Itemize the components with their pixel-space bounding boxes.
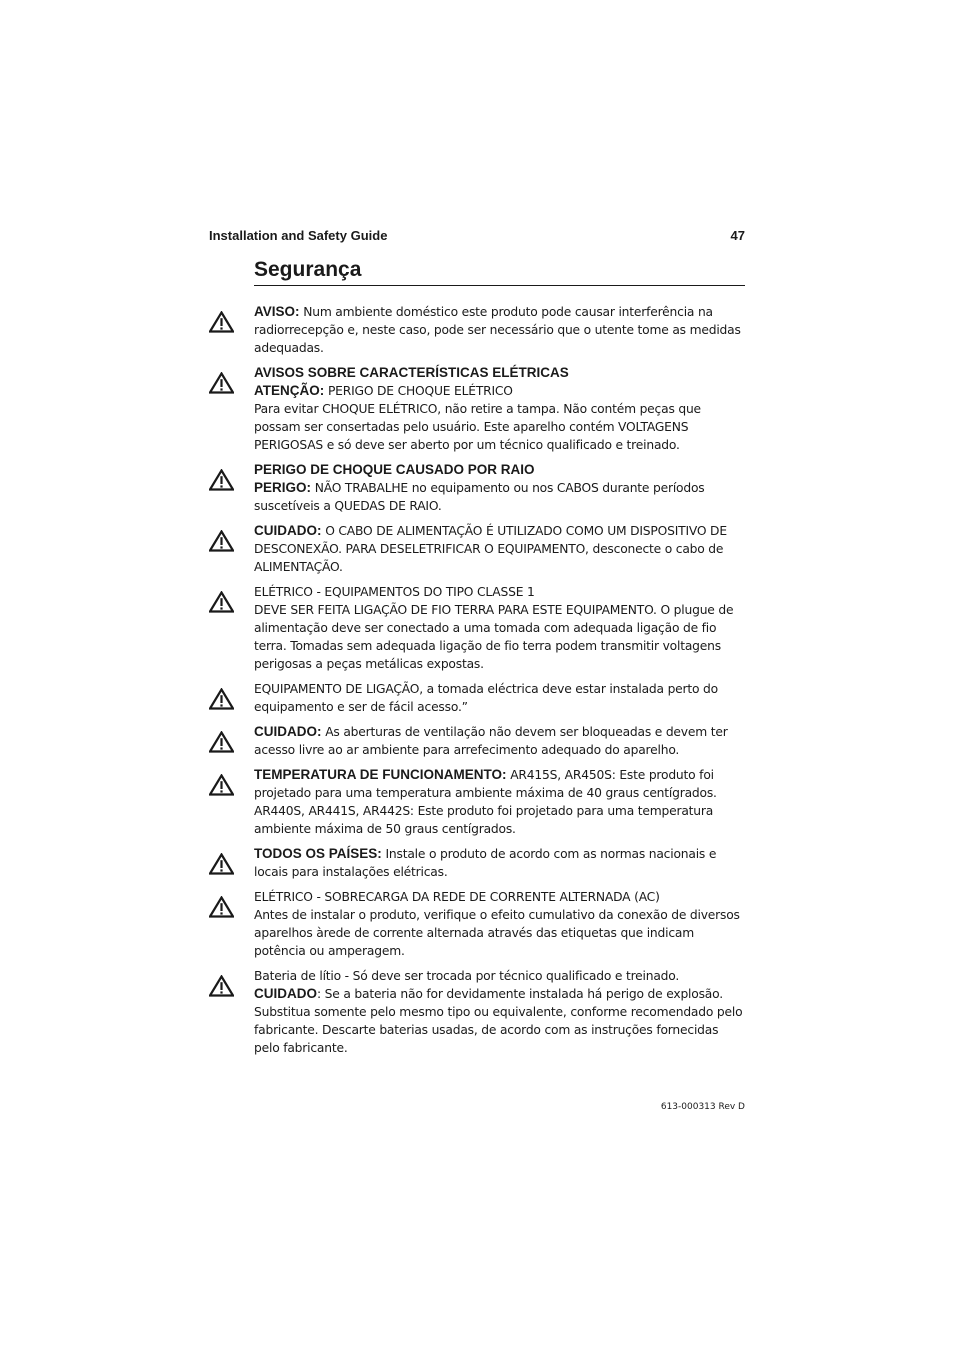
warning-text xyxy=(254,583,747,673)
warning-body: AR415S, AR450S: Este produto foi projetado para uma temperatura ambiente máxima de 40 graus centígrados. AR440S, AR441S, AR442S: Este produto foi projetado para uma temperatura ambiente máxima de 50 graus centígrados. xyxy=(254,768,717,836)
warning-entry xyxy=(0,845,954,881)
warning-text xyxy=(254,766,747,838)
warning-paragraph xyxy=(254,985,747,1057)
warning-entry xyxy=(0,888,954,960)
warning-body: PERIGO DE CHOQUE ELÉTRICO xyxy=(324,384,513,398)
warning-text xyxy=(254,845,747,881)
warning-text xyxy=(254,723,747,759)
section-title: Segurança xyxy=(254,258,745,286)
warnings-list xyxy=(0,303,954,1057)
page-number: 47 xyxy=(730,228,745,243)
warning-label: TEMPERATURA DE FUNCIONAMENTO: xyxy=(254,767,507,782)
warning-paragraph xyxy=(254,479,747,515)
warning-body: : Se a bateria não for devidamente instalada há perigo de explosão. Substitua somente pelo mesmo tipo ou equivalente, conforme recomendado pelo fabricante. Descarte baterias usadas, de acordo com as instruções fornecidas pelo fabricante. xyxy=(254,987,743,1055)
warning-triangle-icon xyxy=(209,530,234,552)
warning-body: As aberturas de ventilação não devem ser bloqueadas e devem ter acesso livre ao ar ambiente para arrefecimento adequado do aparelho. xyxy=(254,725,728,757)
warning-paragraph xyxy=(254,845,747,881)
warning-entry xyxy=(0,723,954,759)
warning-paragraph xyxy=(254,601,747,673)
warning-label: ATENÇÃO: xyxy=(254,383,325,398)
warning-triangle-icon xyxy=(209,688,234,710)
header-title: Installation and Safety Guide xyxy=(209,228,388,243)
warning-triangle-icon xyxy=(209,372,234,394)
warning-text xyxy=(254,888,747,960)
warning-paragraph xyxy=(254,583,747,601)
warning-paragraph xyxy=(254,382,747,400)
warning-paragraph xyxy=(254,364,747,382)
warning-body: ELÉTRICO - SOBRECARGA DA REDE DE CORRENTE ALTERNADA (AC) xyxy=(254,890,660,904)
warning-paragraph xyxy=(254,400,747,454)
warning-entry xyxy=(0,680,954,716)
warning-label: CUIDADO: xyxy=(254,724,322,739)
warning-triangle-icon xyxy=(209,774,234,796)
warning-label: PERIGO DE CHOQUE CAUSADO POR RAIO xyxy=(254,462,535,477)
warning-label: CUIDADO: xyxy=(254,523,322,538)
warning-entry xyxy=(0,522,954,576)
warning-body: DEVE SER FEITA LIGAÇÃO DE FIO TERRA PARA ESTE EQUIPAMENTO. O plugue de alimentação deve ser conectado a uma tomada com adequada ligação de fio terra. Tomadas sem adequada ligação de fio terra podem transmitir voltagens perigosas a peças metálicas expostas. xyxy=(254,603,734,671)
warning-label: CUIDADO xyxy=(254,986,317,1001)
warning-paragraph xyxy=(254,461,747,479)
warning-entry xyxy=(0,583,954,673)
warning-text xyxy=(254,967,747,1057)
warning-label: AVISO: xyxy=(254,304,300,319)
warning-paragraph xyxy=(254,888,747,906)
warning-paragraph xyxy=(254,906,747,960)
warning-text xyxy=(254,680,747,716)
warning-triangle-icon xyxy=(209,469,234,491)
warning-entry xyxy=(0,967,954,1057)
warning-paragraph xyxy=(254,766,747,838)
warning-paragraph xyxy=(254,723,747,759)
warning-label: TODOS OS PAÍSES: xyxy=(254,846,382,861)
warning-body: Bateria de lítio - Só deve ser trocada por técnico qualificado e treinado. xyxy=(254,969,680,983)
warning-entry xyxy=(0,461,954,515)
warning-triangle-icon xyxy=(209,731,234,753)
warning-body: Para evitar CHOQUE ELÉTRICO, não retire a tampa. Não contém peças que possam ser consertadas pelo usuário. Este aparelho contém VOLTAGENS PERIGOSAS e só deve ser aberto por um técnico qualificado e treinado. xyxy=(254,402,701,452)
warning-triangle-icon xyxy=(209,591,234,613)
warning-paragraph xyxy=(254,303,747,357)
warning-body: NÃO TRABALHE no equipamento ou nos CABOS durante períodos suscetíveis a QUEDAS DE RAIO. xyxy=(254,481,705,513)
warning-entry xyxy=(0,766,954,838)
warning-entry xyxy=(0,364,954,454)
warning-entry xyxy=(0,303,954,357)
warning-body: Instale o produto de acordo com as normas nacionais e locais para instalações elétricas. xyxy=(254,847,717,879)
warning-body: EQUIPAMENTO DE LIGAÇÃO, a tomada eléctrica deve estar instalada perto do equipamento e ser de fácil acesso.” xyxy=(254,682,718,714)
warning-paragraph xyxy=(254,967,747,985)
document-code: 613-000313 Rev D xyxy=(660,1102,745,1112)
warning-triangle-icon xyxy=(209,975,234,997)
warning-text xyxy=(254,461,747,515)
warning-triangle-icon xyxy=(209,853,234,875)
warning-text xyxy=(254,303,747,357)
warning-triangle-icon xyxy=(209,311,234,333)
warning-text xyxy=(254,364,747,454)
warning-paragraph xyxy=(254,522,747,576)
warning-body: O CABO DE ALIMENTAÇÃO É UTILIZADO COMO UM DISPOSITIVO DE DESCONEXÃO. PARA DESELETRIFICAR O EQUIPAMENTO, desconecte o cabo de ALIMENTAÇÃO. xyxy=(254,524,727,574)
warning-body: Num ambiente doméstico este produto pode causar interferência na radiorrecepção e, neste caso, pode ser necessário que o utente tome as medidas adequadas. xyxy=(254,305,741,355)
warning-triangle-icon xyxy=(209,896,234,918)
warning-body: Antes de instalar o produto, verifique o efeito cumulativo da conexão de diversos aparelhos àrede de corrente alternada através das etiquetas que indicam potência ou amperagem. xyxy=(254,908,740,958)
warning-label: PERIGO: xyxy=(254,480,312,495)
warning-paragraph xyxy=(254,680,747,716)
warning-label: AVISOS SOBRE CARACTERÍSTICAS ELÉTRICAS xyxy=(254,365,569,380)
page-header xyxy=(209,228,745,243)
warning-body: ELÉTRICO - EQUIPAMENTOS DO TIPO CLASSE 1 xyxy=(254,585,535,599)
warning-text xyxy=(254,522,747,576)
